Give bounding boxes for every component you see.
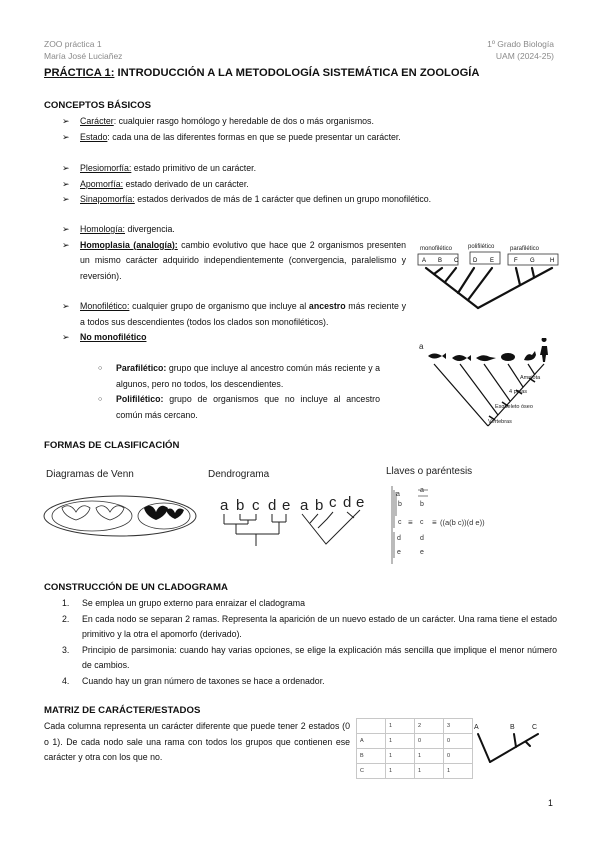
taxon-label: E: [490, 258, 495, 264]
dendro-letter: d: [343, 494, 352, 511]
header-left: [44, 38, 122, 62]
concept-item: ➢ Sinapomorfía: estados derivados de más de 1 carácter que definen un grupo monofilético.: [62, 192, 562, 208]
venn-group: [52, 501, 132, 531]
bracket-formula: ((a(b c))(d e)): [440, 518, 485, 527]
concept-item: ➢ No monofilético: [62, 330, 406, 346]
subconcept-list: [98, 361, 380, 423]
circle-bullet-icon: ○: [98, 365, 103, 372]
label-a: a: [419, 342, 424, 351]
dendro-letter: d: [268, 497, 277, 514]
venn-filled-shapes: [144, 506, 184, 520]
subconcept-item: ○ Parafilético: grupo que incluye al ancestro común más reciente y a algunos, pero no todos, los descendientes.: [98, 363, 380, 389]
arrow-bullet-icon: ➢: [62, 178, 70, 189]
equals-icon: ≡: [432, 518, 437, 527]
bracket-letter: b: [398, 501, 402, 508]
concept-item: ➢ Estado: cada una de las diferentes formas en que se puede presentar un carácter.: [62, 130, 562, 146]
matrix-cladogram: [466, 718, 562, 770]
header-course: ZOO práctica 1: [44, 39, 102, 49]
concept-list-2: [62, 161, 562, 208]
section-heading-conceptos: CONCEPTOS BÁSICOS: [44, 100, 151, 111]
header-author: María José Luciañez: [44, 51, 123, 61]
group-types-tree: [426, 268, 552, 308]
bracket-letter: e: [420, 549, 424, 556]
arrow-bullet-icon: ➢: [62, 239, 70, 250]
arrow-bullet-icon: ➢: [62, 194, 70, 204]
header-right: [487, 38, 554, 62]
taxon-label: H: [550, 258, 555, 264]
page-title: [44, 67, 480, 79]
step-item: 1. Se emplea un grupo externo para enraizar el cladograma: [62, 598, 305, 608]
arrow-bullet-icon: ➢: [62, 332, 70, 342]
dendro-title: Dendrograma: [208, 469, 270, 480]
taxon-label: C: [454, 258, 459, 264]
venn-title: Diagramas de Venn: [46, 469, 134, 480]
human-icon: [540, 338, 548, 362]
section-heading-formas: FORMAS DE CLASIFICACIÓN: [44, 440, 180, 451]
taxon-label: A: [422, 258, 427, 264]
page-number: 1: [548, 798, 553, 808]
fish-icon: [428, 353, 446, 359]
salamander-icon: [476, 355, 496, 361]
dendro-square-tree: [224, 514, 286, 546]
taxon-label: F: [514, 258, 518, 264]
dendro-letter: b: [236, 497, 245, 514]
dendro-letter: e: [282, 497, 291, 514]
brackets-figure: [380, 462, 560, 566]
cladogram-steps: [62, 596, 557, 689]
bracket-letter: e: [397, 549, 401, 556]
table-row: B 1 1 0: [357, 749, 473, 764]
arrow-bullet-icon: ➢: [62, 163, 70, 173]
arrow-bullet-icon: ➢: [62, 301, 70, 311]
label-4-patas: 4 patas: [509, 389, 528, 395]
taxon-label: G: [530, 258, 535, 264]
equals-icon: ≡: [408, 518, 413, 527]
arrow-bullet-icon: ➢: [62, 131, 70, 142]
concept-list-4: [62, 299, 406, 346]
bracket-letter: d: [397, 535, 401, 542]
vertebrate-cladogram: [416, 338, 564, 430]
dendro-letter: c: [329, 494, 337, 511]
tree-label-b: B: [510, 724, 515, 731]
label-monofiletico: monofilético: [420, 246, 453, 252]
concept-item: ➢ Apomorfía: estado derivado de un carácter.: [62, 177, 562, 193]
header-degree: 1º Grado Biología: [487, 39, 554, 49]
matrix-description: Cada columna representa un carácter diferente que puede tener 2 estados (0 o 1). De cada nodo sale una rama con todos los grupos que contienen ese carácter y otra con los que no.: [44, 721, 350, 762]
label-esqueleto: Esqueleto óseo: [495, 404, 533, 410]
section-heading-matriz: MATRIZ DE CARÁCTER/ESTADOS: [44, 705, 201, 716]
table-row: A 1 0 0: [357, 734, 473, 749]
venn-diagram-figure: [40, 464, 200, 546]
step-item: 4. Cuando hay un gran número de taxones se hace a ordenador.: [62, 675, 325, 686]
llaves-title: Llaves o paréntesis: [386, 466, 473, 477]
label-amniota: Amniota: [520, 375, 541, 381]
concept-list-1: [62, 114, 562, 145]
taxon-label: B: [438, 258, 443, 264]
taxon-label: D: [473, 258, 478, 264]
bracket-letter: a: [420, 487, 424, 494]
bracket-letter: c: [398, 519, 402, 526]
concept-item: ➢ Plesiomorfía: estado primitivo de un carácter.: [62, 161, 562, 177]
title-text: INTRODUCCIÓN A LA METODOLOGÍA SISTEMÁTICA EN ZOOLOGÍA: [114, 67, 480, 79]
fish-icon: [452, 355, 471, 361]
tree-label-c: C: [532, 724, 538, 731]
bracket-letter: b: [420, 501, 424, 508]
arrow-bullet-icon: ➢: [62, 224, 70, 234]
bracket-letter: c: [420, 519, 424, 526]
concept-item: ➢ Homoplasia (analogía): cambio evolutivo que hace que 2 organismos presenten un mismo carácter adquirido independientemente (convergencia, paralelismo y reversión).: [62, 239, 406, 281]
matrix-tree-branches: [478, 734, 538, 762]
label-parafiletico: parafilético: [510, 246, 540, 252]
section-heading-cladograma: CONSTRUCCIÓN DE UN CLADOGRAMA: [44, 582, 228, 593]
character-matrix-table: [356, 718, 473, 779]
turtle-icon: [501, 353, 515, 361]
concept-item: ➢ Carácter: cualquier rasgo homólogo y heredable de dos o más organismos.: [62, 114, 562, 130]
bracket-letter: a: [396, 491, 400, 498]
table-header-row: 1 2 3: [357, 719, 473, 734]
header-university: UAM (2024-25): [495, 51, 554, 61]
dendro-letter: a: [220, 497, 229, 514]
label-vertebras: Vértebras: [488, 419, 512, 425]
concept-item: ➢ Homología: divergencia.: [62, 222, 406, 238]
dendro-letter: c: [252, 497, 260, 514]
dendrogram-figure: [206, 466, 366, 550]
dendro-letter: e: [356, 494, 365, 511]
subconcept-item: ○ Polifilético: grupo de organismos que no incluye al ancestro común más cercano.: [98, 394, 380, 420]
bracket-letter: d: [420, 535, 424, 542]
step-item: 3. Principio de parsimonia: cuando hay varias opciones, se elige la explicación más sencilla que implique el menor número de cambios.: [62, 644, 557, 670]
dendro-letter: a: [300, 497, 309, 514]
arrow-bullet-icon: ➢: [62, 116, 70, 126]
venn-shapes: [62, 506, 124, 520]
circle-bullet-icon: ○: [98, 396, 103, 403]
label-polifiletico: polifilético: [468, 244, 495, 250]
concept-item: ➢ Monofilético: cualquier grupo de organismo que incluye al ancestro más reciente y a todos sus descendientes (todos los clados son monofiléticos).: [62, 301, 406, 327]
title-prefix: PRÁCTICA 1:: [44, 67, 115, 79]
group-types-figure: [412, 238, 560, 312]
table-row: C 1 1 1: [357, 764, 473, 779]
concept-list-3: [62, 222, 406, 284]
tree-label-a: A: [474, 724, 479, 731]
step-item: 2. En cada nodo se separan 2 ramas. Representa la aparición de un nuevo estado de un carácter. Una rama tiene el estado primitivo y la otra el apomorfo (derivado).: [62, 613, 557, 639]
animal-silhouettes: [428, 338, 548, 362]
dendro-letter: b: [315, 497, 324, 514]
bird-icon: [524, 351, 536, 360]
dendro-diagonal-tree: [302, 510, 360, 544]
